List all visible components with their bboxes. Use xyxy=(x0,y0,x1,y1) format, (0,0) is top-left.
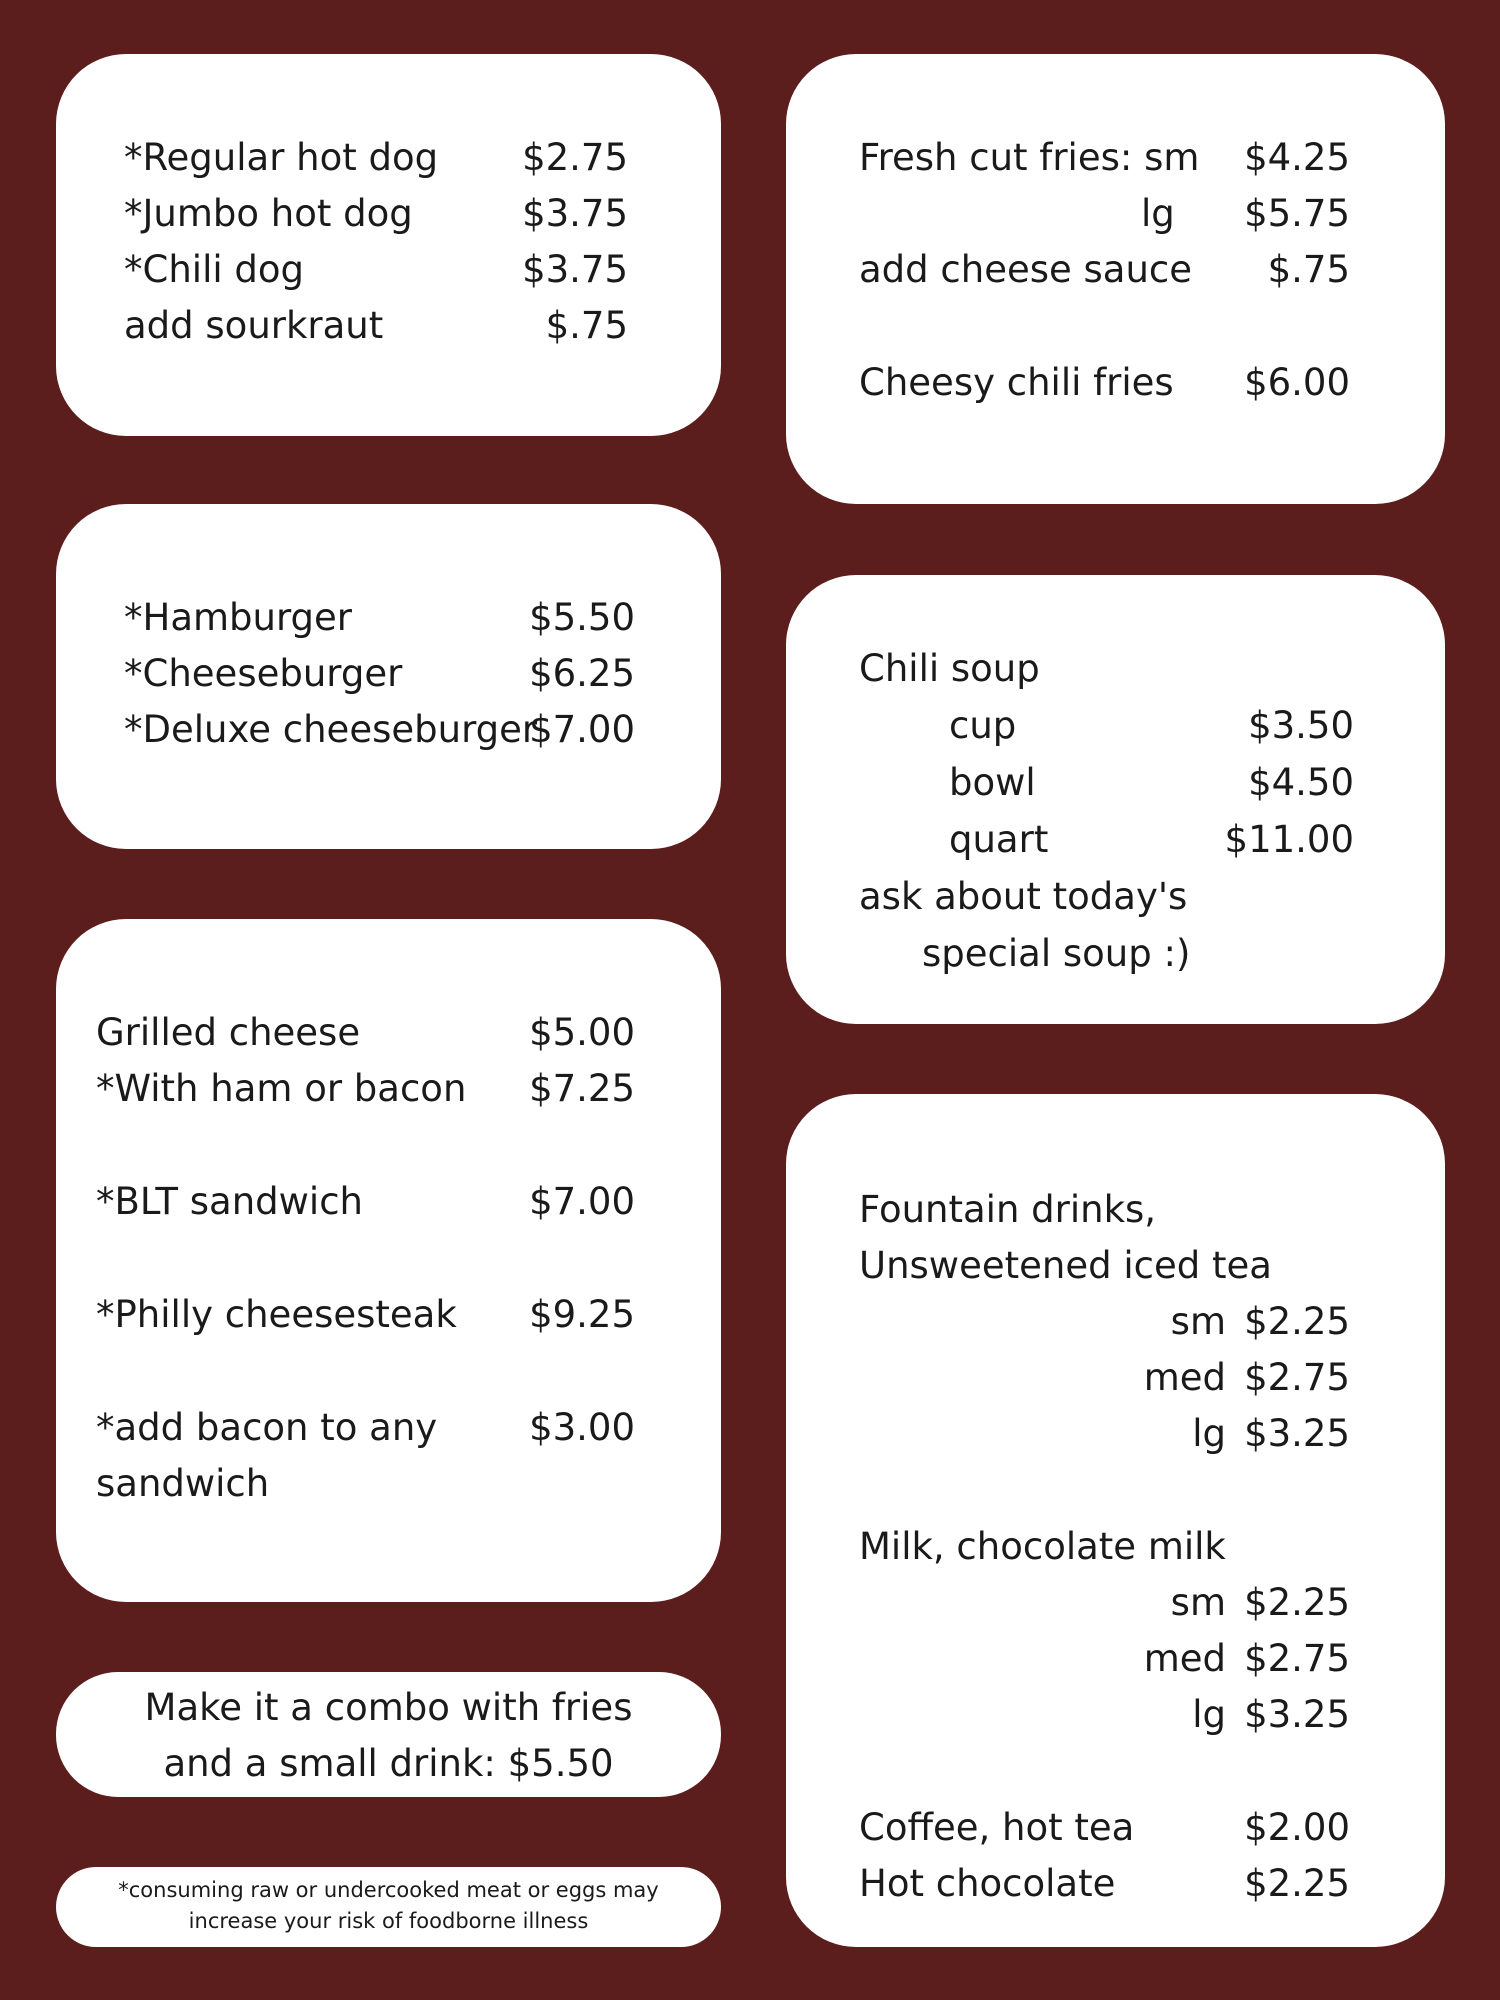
menu-item-price: $11.00 xyxy=(1224,818,1354,861)
menu-item-price: $2.25 xyxy=(1244,1862,1350,1905)
sandwich-card xyxy=(56,919,721,1602)
menu-item-name: *Philly cheesesteak xyxy=(96,1293,457,1336)
menu-item-price: $4.50 xyxy=(1248,761,1354,804)
menu-item-name: *Jumbo hot dog xyxy=(124,192,413,235)
size-price: $3.25 xyxy=(1244,1693,1350,1736)
menu-item-price: $.75 xyxy=(1267,248,1350,291)
menu-item-price: $5.50 xyxy=(529,596,635,639)
size-price: $2.25 xyxy=(1244,1300,1350,1343)
menu-item-name: add cheese sauce xyxy=(859,248,1193,291)
menu-item-name: *Chili dog xyxy=(124,248,304,291)
disclaimer-card xyxy=(56,1867,721,1947)
size-price: $2.75 xyxy=(1244,1356,1350,1399)
menu-item-name: Coffee, hot tea xyxy=(859,1806,1135,1849)
menu-item-name: quart xyxy=(949,818,1049,861)
size-label: med xyxy=(1143,1637,1226,1680)
menu-item-name: *Hamburger xyxy=(124,596,352,639)
soup-special-line-2: special soup :) xyxy=(922,932,1191,975)
disclaimer-line-1: *consuming raw or undercooked meat or eggs may xyxy=(118,1878,659,1902)
size-label: lg xyxy=(1192,1693,1226,1736)
menu-item-name: cup xyxy=(949,704,1017,747)
soup-special-line-1: ask about today's xyxy=(859,875,1188,918)
menu-item-name: Cheesy chili fries xyxy=(859,361,1174,404)
menu-item-price: $5.00 xyxy=(529,1011,635,1054)
menu-item-name: *Cheeseburger xyxy=(124,652,403,695)
size-price: $3.25 xyxy=(1244,1412,1350,1455)
menu-item-price: $4.25 xyxy=(1244,136,1350,179)
combo-line-1: Make it a combo with fries xyxy=(144,1686,633,1729)
menu-item-name-continued: sandwich xyxy=(96,1462,270,1505)
disclaimer-line-2: increase your risk of foodborne illness xyxy=(188,1909,589,1933)
menu-item-name: lg xyxy=(1141,192,1175,235)
menu-item-name: *BLT sandwich xyxy=(96,1180,363,1223)
drinks-milk: Milk, chocolate milk xyxy=(859,1525,1226,1568)
menu-item-price: $3.75 xyxy=(522,248,628,291)
soup-card xyxy=(786,575,1445,1024)
drinks-fountain-line-1: Fountain drinks, xyxy=(859,1188,1157,1231)
hotdog-card xyxy=(56,54,721,436)
menu-item-price: $3.00 xyxy=(529,1406,635,1449)
menu-item-name: bowl xyxy=(949,761,1036,804)
drinks-card xyxy=(786,1094,1445,1947)
menu-item-price: $3.50 xyxy=(1248,704,1354,747)
burger-card xyxy=(56,504,721,849)
menu-item-price: $7.00 xyxy=(529,1180,635,1223)
menu-item-price: $7.00 xyxy=(529,708,635,751)
menu-item-name: Fresh cut fries: sm xyxy=(859,136,1200,179)
menu-item-price: $2.00 xyxy=(1244,1806,1350,1849)
menu-item-name: add sourkraut xyxy=(124,304,384,347)
menu-item-name: *With ham or bacon xyxy=(96,1067,467,1110)
soup-title: Chili soup xyxy=(859,647,1040,690)
menu-item-price: $2.75 xyxy=(522,136,628,179)
combo-card xyxy=(56,1672,721,1797)
size-label: med xyxy=(1143,1356,1226,1399)
drinks-fountain-line-2: Unsweetened iced tea xyxy=(859,1244,1272,1287)
menu-item-name: *add bacon to any xyxy=(96,1406,438,1449)
menu-item-price: $.75 xyxy=(545,304,628,347)
menu-item-name: *Deluxe cheeseburger xyxy=(124,708,538,751)
size-price: $2.25 xyxy=(1244,1581,1350,1624)
menu-item-price: $3.75 xyxy=(522,192,628,235)
menu-item-name: *Regular hot dog xyxy=(124,136,439,179)
size-label: lg xyxy=(1192,1412,1226,1455)
menu-item-price: $6.25 xyxy=(529,652,635,695)
fries-card xyxy=(786,54,1445,504)
combo-line-2: and a small drink: $5.50 xyxy=(163,1742,614,1785)
menu-item-price: $7.25 xyxy=(529,1067,635,1110)
menu-item-name: Hot chocolate xyxy=(859,1862,1116,1905)
menu-item-price: $5.75 xyxy=(1244,192,1350,235)
size-label: sm xyxy=(1170,1581,1226,1624)
menu-item-price: $6.00 xyxy=(1244,361,1350,404)
size-label: sm xyxy=(1170,1300,1226,1343)
menu-item-price: $9.25 xyxy=(529,1293,635,1336)
size-price: $2.75 xyxy=(1244,1637,1350,1680)
menu-item-name: Grilled cheese xyxy=(96,1011,361,1054)
